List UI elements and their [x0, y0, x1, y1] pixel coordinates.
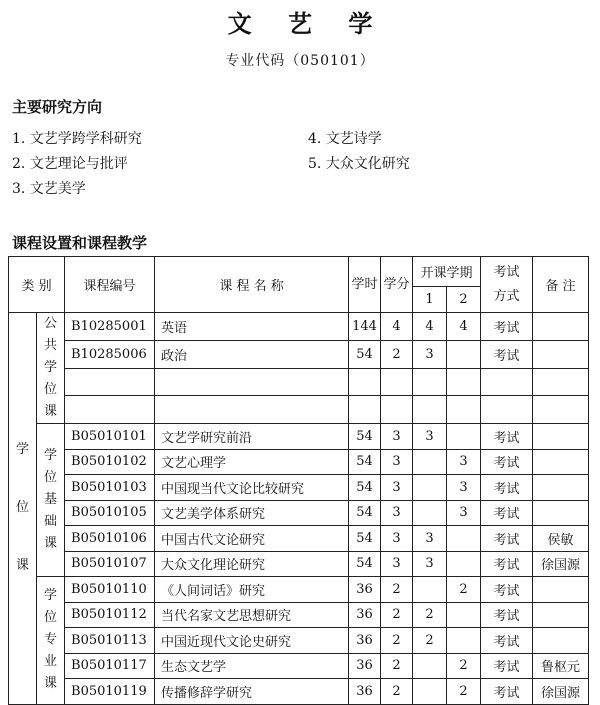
course-hours: 36: [349, 679, 381, 705]
table-row: [9, 679, 589, 705]
research-item: 1. 文艺学跨学科研究: [12, 131, 142, 147]
course-credits: 2: [381, 602, 413, 628]
course-credits: 3: [381, 475, 413, 501]
header-credits: 学分: [381, 257, 413, 313]
course-sem1: [413, 500, 447, 526]
group-main-label: 学 位 课: [9, 313, 37, 705]
table-row: [9, 577, 589, 603]
course-sem1: [413, 449, 447, 475]
course-sem1: 2: [413, 628, 447, 654]
course-name: 中国近现代文论史研究: [155, 628, 349, 654]
course-code: B05010119: [65, 679, 155, 705]
course-name: 传播修辞学研究: [155, 679, 349, 705]
course-name: 当代名家文艺思想研究: [155, 602, 349, 628]
course-exam: 考试: [481, 526, 533, 552]
course-sem2: 2: [447, 577, 481, 603]
course-note: [533, 340, 589, 368]
table-row: [9, 653, 589, 679]
course-name: 生态文艺学: [155, 653, 349, 679]
course-credits: 3: [381, 526, 413, 552]
research-heading: 主要研究方向: [12, 98, 103, 116]
course-note: 鲁枢元: [533, 653, 589, 679]
course-note: [533, 396, 589, 424]
course-credits: 2: [381, 340, 413, 368]
course-note: [533, 475, 589, 501]
course-hours: 36: [349, 602, 381, 628]
course-note: [533, 449, 589, 475]
header-semester: 开课学期: [413, 257, 481, 287]
header-code: 课程编号: [65, 257, 155, 313]
course-exam: [481, 368, 533, 396]
course-sem1: 2: [413, 602, 447, 628]
course-hours: [349, 396, 381, 424]
research-item: 4. 文艺诗学: [308, 131, 382, 147]
table-row: [9, 500, 589, 526]
course-credits: 3: [381, 500, 413, 526]
table-row: [9, 396, 589, 424]
course-sem2: 3: [447, 475, 481, 501]
table-row: [9, 424, 589, 450]
course-sem1: 3: [413, 526, 447, 552]
course-sem1: [413, 653, 447, 679]
course-note: [533, 500, 589, 526]
header-sem1: 1: [413, 287, 447, 313]
course-code: B05010106: [65, 526, 155, 552]
course-code: B05010105: [65, 500, 155, 526]
major-code: 专业代码（050101）: [225, 53, 375, 69]
course-hours: [349, 368, 381, 396]
course-hours: 54: [349, 424, 381, 450]
course-code: B05010117: [65, 653, 155, 679]
course-credits: 3: [381, 449, 413, 475]
course-hours: 54: [349, 526, 381, 552]
course-sem1: 3: [413, 340, 447, 368]
course-name: 文艺心理学: [155, 449, 349, 475]
header-note: 备 注: [533, 257, 589, 313]
course-sem1: [413, 368, 447, 396]
course-exam: 考试: [481, 679, 533, 705]
course-note: [533, 628, 589, 654]
table-row: [9, 602, 589, 628]
course-sem2: [447, 340, 481, 368]
table-row: [9, 368, 589, 396]
courses-heading: 课程设置和课程教学: [12, 234, 148, 252]
course-sem2: 2: [447, 679, 481, 705]
course-exam: 考试: [481, 500, 533, 526]
course-name: 《人间词话》研究: [155, 577, 349, 603]
course-exam: 考试: [481, 628, 533, 654]
course-credits: 2: [381, 653, 413, 679]
course-exam: 考试: [481, 577, 533, 603]
course-code: B05010101: [65, 424, 155, 450]
course-code: B05010103: [65, 475, 155, 501]
table-row: [9, 551, 589, 577]
table-row: [9, 475, 589, 501]
course-note: [533, 577, 589, 603]
course-hours: 54: [349, 475, 381, 501]
course-code: [65, 368, 155, 396]
course-note: 徐国源: [533, 679, 589, 705]
course-sem2: [447, 368, 481, 396]
course-credits: 2: [381, 679, 413, 705]
header-category: 类 别: [9, 257, 65, 313]
course-exam: 考试: [481, 449, 533, 475]
course-hours: 36: [349, 577, 381, 603]
course-name: 大众文化理论研究: [155, 551, 349, 577]
course-hours: 36: [349, 628, 381, 654]
group-label: 学 位 基 础 课: [37, 424, 65, 577]
course-code: B05010107: [65, 551, 155, 577]
group-label: 公 共 学 位 课: [37, 313, 65, 424]
course-table: [8, 256, 589, 705]
course-sem2: [447, 628, 481, 654]
course-note: [533, 602, 589, 628]
course-name: 英语: [155, 313, 349, 341]
course-name: 文艺学研究前沿: [155, 424, 349, 450]
course-note: [533, 424, 589, 450]
course-note: [533, 313, 589, 341]
header-sem2: 2: [447, 287, 481, 313]
research-item: 2. 文艺理论与批评: [12, 156, 128, 172]
course-name: 政治: [155, 340, 349, 368]
course-sem1: 3: [413, 424, 447, 450]
course-credits: 3: [381, 551, 413, 577]
course-hours: 54: [349, 500, 381, 526]
course-sem2: 4: [447, 313, 481, 341]
course-sem1: 3: [413, 551, 447, 577]
course-sem1: 4: [413, 313, 447, 341]
course-note: [533, 368, 589, 396]
course-note: 侯敏: [533, 526, 589, 552]
header-hours: 学时: [349, 257, 381, 313]
course-hours: 36: [349, 653, 381, 679]
header-exam: 考试方式: [481, 257, 533, 313]
course-sem2: [447, 424, 481, 450]
course-sem2: 2: [447, 653, 481, 679]
course-sem2: [447, 396, 481, 424]
research-item: 3. 文艺美学: [12, 181, 86, 197]
course-hours: 54: [349, 449, 381, 475]
table-row: [9, 340, 589, 368]
course-note: 徐国源: [533, 551, 589, 577]
course-sem1: [413, 577, 447, 603]
course-exam: 考试: [481, 602, 533, 628]
course-code: B05010110: [65, 577, 155, 603]
course-sem2: 3: [447, 500, 481, 526]
table-row: [9, 313, 589, 341]
course-sem2: 3: [447, 449, 481, 475]
course-code: B10285006: [65, 340, 155, 368]
course-exam: [481, 396, 533, 424]
table-row: [9, 628, 589, 654]
course-hours: 54: [349, 340, 381, 368]
course-sem2: [447, 526, 481, 552]
course-code: B05010102: [65, 449, 155, 475]
course-name: 中国古代文论研究: [155, 526, 349, 552]
course-sem1: [413, 396, 447, 424]
group-label: 学 位 专 业 课: [37, 577, 65, 705]
page-title: 文 艺 学: [227, 9, 387, 38]
course-exam: 考试: [481, 313, 533, 341]
table-row: [9, 526, 589, 552]
course-code: B05010112: [65, 602, 155, 628]
course-hours: 54: [349, 551, 381, 577]
course-name: [155, 368, 349, 396]
course-credits: 4: [381, 313, 413, 341]
course-exam: 考试: [481, 340, 533, 368]
course-exam: 考试: [481, 424, 533, 450]
course-exam: 考试: [481, 551, 533, 577]
course-exam: 考试: [481, 475, 533, 501]
course-credits: 3: [381, 424, 413, 450]
course-name: 文艺美学体系研究: [155, 500, 349, 526]
course-credits: 2: [381, 577, 413, 603]
course-credits: [381, 396, 413, 424]
course-credits: 2: [381, 628, 413, 654]
course-hours: 144: [349, 313, 381, 341]
course-sem2: [447, 551, 481, 577]
research-item: 5. 大众文化研究: [308, 156, 410, 172]
course-code: [65, 396, 155, 424]
course-code: B05010113: [65, 628, 155, 654]
course-name: [155, 396, 349, 424]
course-exam: 考试: [481, 653, 533, 679]
course-sem1: [413, 475, 447, 501]
course-name: 中国现当代文论比较研究: [155, 475, 349, 501]
course-sem2: [447, 602, 481, 628]
course-sem1: [413, 679, 447, 705]
course-credits: [381, 368, 413, 396]
table-row: [9, 449, 589, 475]
course-code: B10285001: [65, 313, 155, 341]
header-name: 课 程 名 称: [155, 257, 349, 313]
